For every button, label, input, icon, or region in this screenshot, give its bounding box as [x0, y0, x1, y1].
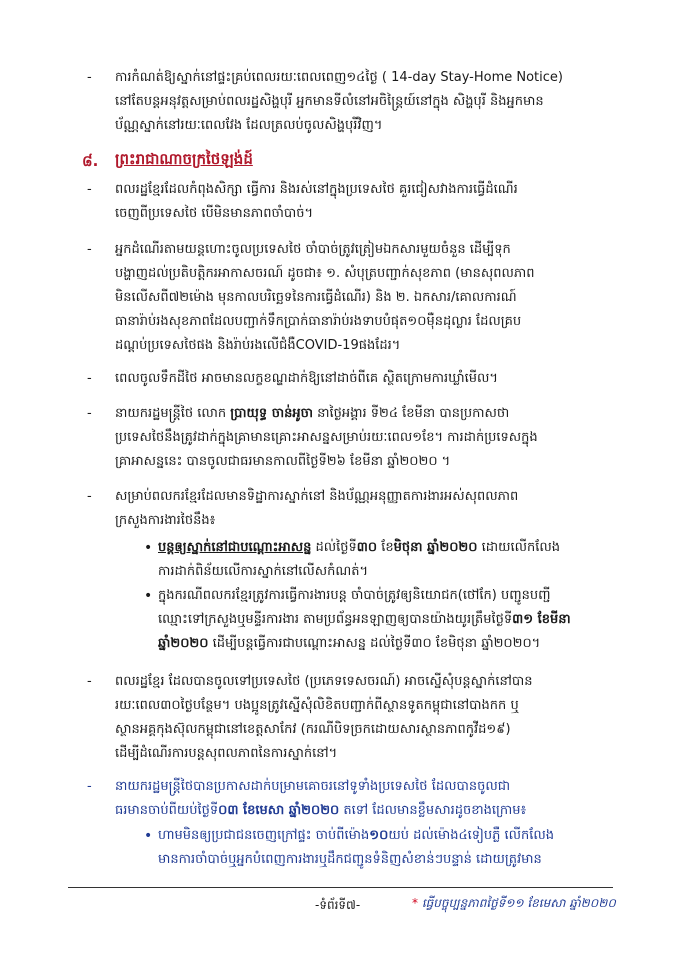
text-line: សម្រាប់ពលករខ្មែរដែលមានទិដ្ឋាការស្នាក់នៅ និងប័ណ្ណអនុញ្ញាតការងារអស់សុពលភាព — [115, 489, 519, 504]
text-line: ក្រសួងការងារថៃនឹង៖ — [115, 513, 216, 528]
dash-marker: - — [87, 371, 92, 386]
text-run: ៣០ — [356, 540, 378, 555]
thai-item — [87, 178, 615, 226]
text-line: ប័ណ្ណស្នាក់នៅរយៈពេលវែង ដែលត្រលប់ចូលសិង្ហបុរីវិញ។ — [115, 118, 383, 133]
text-line: មានការចាំបាច់ឬអ្នកបំពេញការងារឬដឹកជញ្ជូនទំនិញសំខាន់ៗបន្ទាន់ ដោយត្រូវមាន — [158, 852, 542, 867]
thai-item — [87, 238, 615, 358]
section-number: ៨. — [82, 152, 99, 170]
text-line: ពលរដ្ឋខ្មែរ ដែលបានចូលទៅប្រទេសថៃ (ប្រភេទទេសចរណ៍) អាចស្នើសុំបន្តស្នាក់នៅបាន — [115, 674, 533, 689]
text-line: ក្នុងករណីពលករខ្មែរត្រូវការធ្វើការងារបន្ត ចាំបាច់ត្រូវឲ្យនិយោជក(ថៅកែ) បញ្ជូនបញ្ជី — [158, 588, 551, 603]
text-line: ចេញពីប្រទេសថៃ បើមិនមានភាពចាំបាច់។ — [115, 206, 314, 221]
star-marker: * — [412, 896, 418, 910]
text-run: យប់ ដល់ម៉ោង៤ទៀបភ្លឺ លើកលែង — [388, 828, 555, 843]
text-run: ឈ្មោះទៅក្រសួងឬមន្ទីរការងារ តាមប្រព័ន្ធអនឡាញឲ្យបានយ៉ាងយូរត្រឹមថ្ងៃទី — [158, 612, 513, 627]
page-number: -ទំព័រទី៧- — [315, 898, 361, 912]
text-run: ០៣ ខែមេសា ឆ្នាំ២០២០ — [218, 803, 340, 818]
bullet-marker: • — [144, 540, 153, 556]
text-line: ការកំណត់ឱ្យស្នាក់នៅផ្ទះគ្រប់ពេលរយៈពេលពេញ១៤ថ្ងៃ ( 14-day Stay-Home Notice) — [115, 70, 563, 85]
thai-item — [87, 485, 615, 533]
sub-bullet — [144, 536, 618, 584]
sub-bullet — [144, 584, 618, 656]
text-run: ធរមានចាប់ពីយប់ថ្ងៃទី — [115, 803, 219, 818]
text-line: បង្ហាញដល់ប្រតិបត្តិករអាកាសចរណ៍ ដូចជា៖ ១. សំបុត្របញ្ជាក់សុខភាព (មានសុពលភាព — [115, 266, 535, 281]
thai-item — [87, 367, 615, 391]
section-title: ព្រះរាជាណាចក្រថៃឡង់ដ៍ — [115, 150, 253, 168]
text-run: ១០ — [369, 828, 389, 843]
text-line: ស្ថានអគ្គកុងស៊ុលកម្ពុជានៅខេត្តសាកែវ (ករណីបិទច្រកដោយសារស្ថានភាពកូវីដ១៩) — [115, 722, 511, 737]
text-line: ប្រទេសថៃនឹងត្រូវដាក់ក្នុងគ្រាមានគ្រោះអាសន្នសម្រាប់រយៈពេល១ខែ។ ការដាក់ប្រទេសក្នុង — [115, 430, 538, 445]
dash-marker: - — [87, 489, 92, 504]
text-line: ពេលចូលទឹកដីថៃ អាចមានលក្ខខណ្ឌដាក់ឱ្យនៅដាច់ពីគេ ស្ថិតក្រោមការឃ្លាំមើល។ — [115, 371, 498, 386]
pm-name: ប្រាយុទ្ធ ចាន់អូចា — [230, 406, 313, 421]
dash-marker: - — [87, 779, 92, 794]
text-run: ឆ្នាំ២០២០ — [158, 636, 209, 651]
text-line: ការដាក់ពិន័យលើការស្នាក់នៅលើសកំណត់។ — [158, 564, 369, 579]
bullet-marker: • — [144, 828, 153, 844]
dash-marker: - — [87, 406, 92, 421]
dash-marker: - — [87, 242, 92, 257]
text-line: ពលរដ្ឋខ្មែរដែលកំពុងសិក្សា ធ្វើការ និងរស់នៅក្នុងប្រទេសថៃ គួរជៀសវាងការធ្វើដំណើរ — [115, 182, 518, 197]
text-run: ដើម្បីបន្តធ្វើការជាបណ្តោះអាសន្ន ដល់ថ្ងៃទី៣០ ខែមិថុនា ឆ្នាំ២០២០។ — [208, 636, 541, 651]
text-line: មិនលើសពី៧២ម៉ោង មុនកាលបរិច្ឆេទនៃការធ្វើដំណើរ) និង ២. ឯកសារ/គោលការណ៍ — [115, 290, 517, 305]
text-line: គ្រាអាសន្ននេះ បានចូលជាធរមានកាលពីថ្ងៃទី២៦ ខែមីនា ឆ្នាំ២០២០ ។ — [115, 454, 451, 469]
update-note — [412, 895, 616, 913]
dash-marker: - — [87, 70, 92, 85]
text-line: រយៈពេល៣០ថ្ងៃបន្ថែម។ បងប្អូនត្រូវស្នើសុំលិខិតបញ្ជាក់ពីស្ថានទូតកម្ពុជានៅបាងកក ឬ — [115, 698, 519, 713]
text-line: នៅតែបន្តអនុវត្តសម្រាប់ពលរដ្ឋសិង្ហបុរី អ្នកមានទីលំនៅអចិន្ត្រៃយ៍នៅក្នុង សិង្ហបុរី និងអ្នកមាន — [115, 94, 544, 109]
text-line: ដើម្បីដំណើរការបន្តសុពលភាពនៃការស្នាក់នៅ។ — [115, 746, 338, 761]
thai-item — [87, 670, 615, 766]
dash-marker: - — [87, 674, 92, 689]
text-run: នាយករដ្ឋមន្ត្រីថៃ លោក — [115, 406, 231, 421]
text-run: មិថុនា ឆ្នាំ២០២០ — [393, 540, 478, 555]
text-run: នាថ្ងៃអង្គារ ទី២៤ ខែមីនា បានប្រកាសថា — [312, 406, 510, 421]
text-run: បន្តឲ្យស្នាក់នៅជាបណ្តោះអាសន្ន — [158, 540, 312, 555]
thai-item — [87, 402, 615, 474]
text-run: ដោយលើកលែង — [477, 540, 560, 555]
text-run: តទៅ ដែលមានខ្លឹមសារដូចខាងក្រោម៖ — [339, 803, 527, 818]
text-line: ធានារ៉ាប់រងសុខភាពដែលបញ្ជាក់ទឹកប្រាក់ធានារ៉ាប់រងទាបបំផុត១០ម៉ឺនដុល្លារ ដែលគ្រប — [115, 314, 522, 329]
thai-item-curfew — [87, 775, 615, 823]
text-run: ហាមមិនឲ្យប្រជាជនចេញក្រៅផ្ទះ ចាប់ពីម៉ោង — [158, 828, 370, 843]
text-line — [158, 632, 618, 656]
footer-divider — [68, 887, 613, 888]
text-line — [158, 536, 618, 560]
text-line — [115, 402, 615, 426]
text-run: ខែ — [377, 540, 394, 555]
text-line — [158, 824, 618, 848]
text-run: ៣១ ខែមីនា — [512, 612, 571, 627]
text-run: ដល់ថ្ងៃទី — [311, 540, 357, 555]
text-line — [158, 608, 618, 632]
update-text: ធ្វើបច្ចុប្បន្នភាពថ្ងៃទី១១ ខែមេសា ឆ្នាំ២០២០ — [418, 896, 616, 910]
sub-bullet-curfew — [144, 824, 618, 872]
singapore-item — [87, 66, 615, 138]
text-line: អ្នកដំណើរតាមយន្តហោះចូលប្រទេសថៃ ចាំបាច់ត្រូវត្រៀមឯកសារមួយចំនួន ដើម្បីទុក — [115, 242, 511, 257]
bullet-marker: • — [144, 588, 153, 604]
text-line: ដណ្តប់ប្រទេសថៃផង និងរ៉ាប់រងលើជំងឺCOVID-19ផងដែរ។ — [115, 338, 401, 353]
text-line: នាយករដ្ឋមន្ត្រីថៃបានប្រកាសដាក់បម្រាមគោចរនៅទូទាំងប្រទេសថៃ ដែលបានចូលជា — [115, 779, 511, 794]
text-line — [115, 799, 615, 823]
dash-marker: - — [87, 182, 92, 197]
